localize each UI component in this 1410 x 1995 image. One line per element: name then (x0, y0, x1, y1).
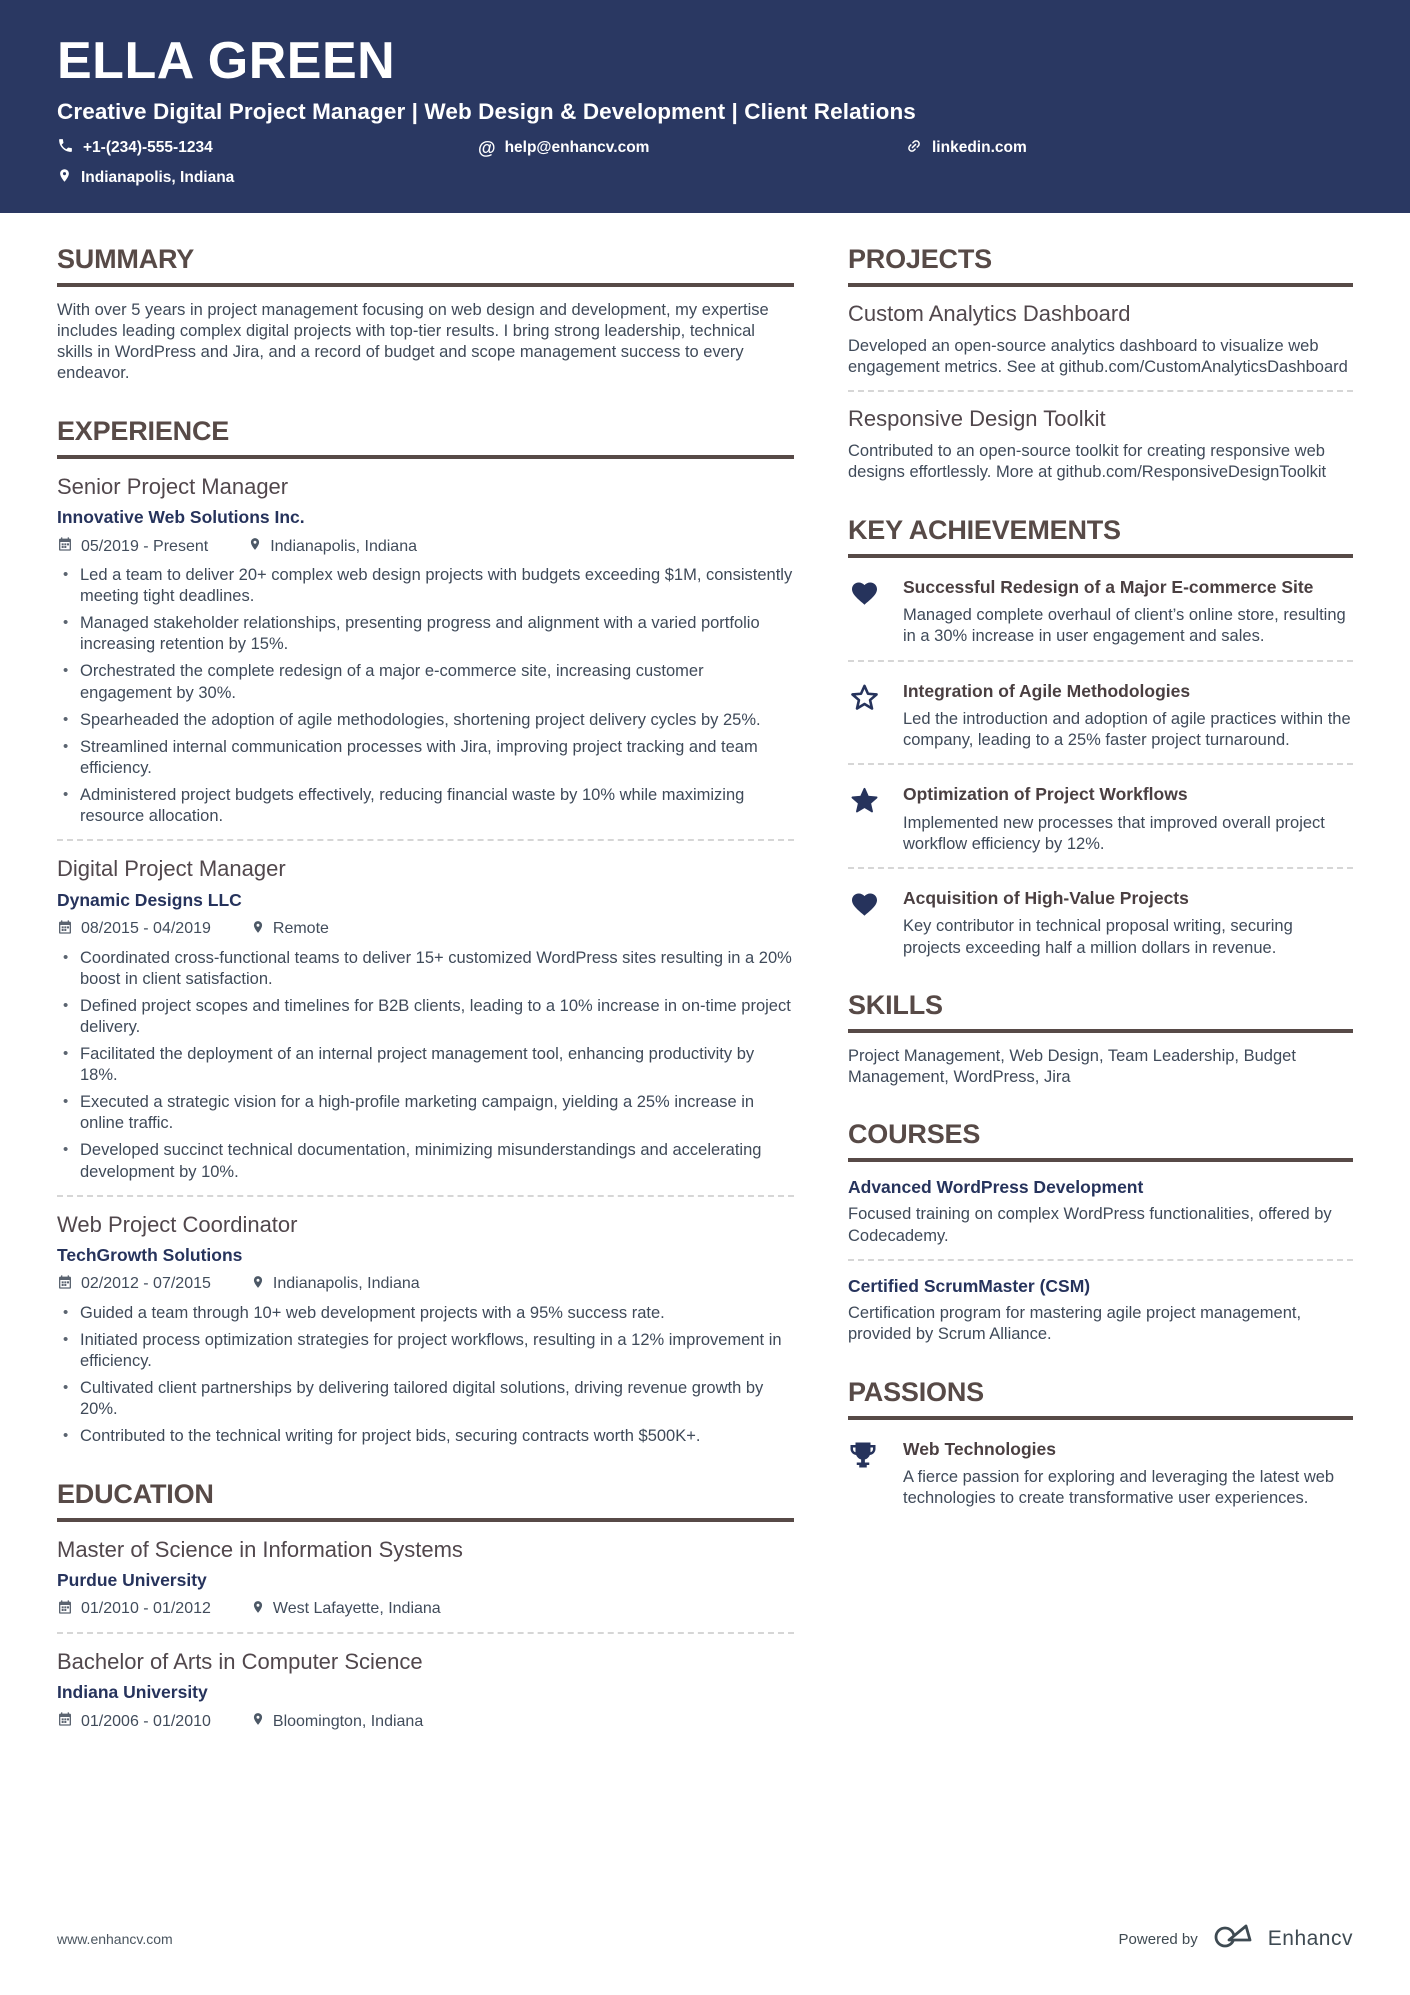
project-title: Responsive Design Toolkit (848, 406, 1106, 432)
job-location (248, 536, 417, 557)
job-title: Digital Project Manager (57, 856, 286, 882)
achievement-body (903, 680, 1353, 752)
summary-section (57, 244, 794, 385)
job-title: Web Project Coordinator (57, 1211, 298, 1237)
degree-location-text: West Lafayette, Indiana (272, 1600, 441, 1618)
job-meta (57, 1274, 794, 1295)
achievements-section (848, 515, 1353, 959)
entry-divider (848, 660, 1353, 662)
bullet-item: • Led a team to deliver 20+ complex web design projects with budgets exceeding $1M, consistently meeting tight deadlines. (57, 565, 794, 607)
achievements-heading: KEY ACHIEVEMENTS (848, 515, 1353, 558)
achievement-body (903, 887, 1353, 959)
degree-dates (57, 1599, 211, 1620)
experience-heading: EXPERIENCE (57, 416, 794, 459)
email-text: help@enhancv.com (504, 139, 650, 157)
course-desc: Focused training on complex WordPress functionalities, offered by Codecademy. (848, 1205, 1332, 1245)
job-dates-text: 02/2012 - 07/2015 (81, 1275, 211, 1293)
powered-by-label: Powered by (1118, 1930, 1198, 1948)
degree-meta (57, 1711, 794, 1732)
calendar-icon (57, 1711, 73, 1732)
achievement-body (903, 576, 1353, 648)
entry-divider (57, 839, 794, 841)
entry-divider (57, 1632, 794, 1634)
at-icon: @ (478, 138, 496, 159)
degree-location (251, 1711, 423, 1732)
bullet-item: • Cultivated client partnerships by delivering tailored digital solutions, driving revenue growth by 20%. (57, 1378, 794, 1420)
candidate-name: ELLA GREEN (57, 32, 396, 90)
school-name: Purdue University (57, 1569, 207, 1590)
bullet-item: • Managed stakeholder relationships, presenting progress and alignment with a varied portfolio increasing retention by 15%. (57, 613, 794, 655)
bullet-item: • Guided a team through 10+ web development projects with a 95% success rate. (57, 1303, 794, 1324)
bullet-item: • Facilitated the deployment of an internal project management tool, enhancing productivity by 18%. (57, 1044, 794, 1086)
linkedin-text: linkedin.com (932, 139, 1027, 157)
achievement-desc: Managed complete overhaul of client’s online store, resulting in a 30% increase in user engagement and sales. (903, 605, 1346, 646)
location-pin-icon (251, 919, 265, 940)
summary-text: With over 5 years in project management focusing on web design and development, my expertise includes leading complex digital projects with top-tier results. I bring strong leadership, technical skills in WordPress and Jira, and a record of budget and scope management success to every endeavor. (57, 300, 769, 383)
location-pin-icon (251, 1274, 265, 1295)
bullet-item: • Orchestrated the complete redesign of a major e-commerce site, increasing customer engagement by 30%. (57, 661, 794, 703)
trophy-icon (848, 1438, 884, 1510)
education-entry (57, 1649, 794, 1732)
heart-icon (848, 576, 884, 648)
skills-list: Project Management, Web Design, Team Leadership, Budget Management, WordPress, Jira (848, 1046, 1296, 1087)
job-location (251, 919, 329, 940)
courses-section (848, 1119, 1353, 1345)
job-location-text: Indianapolis, Indiana (270, 537, 417, 555)
entry-divider (848, 1259, 1353, 1261)
enhancv-logo-link[interactable] (1212, 1921, 1353, 1957)
passions-heading: PASSIONS (848, 1377, 1353, 1420)
bullet-item: • Executed a strategic vision for a high-profile marketing campaign, yielding a 25% increase in online traffic. (57, 1092, 794, 1134)
course-title: Advanced WordPress Development (848, 1177, 1144, 1198)
degree-dates (57, 1711, 211, 1732)
project-entry (848, 301, 1353, 393)
calendar-icon (57, 536, 73, 557)
passion-desc: A fierce passion for exploring and leveraging the latest web technologies to create transformative user experiences. (903, 1467, 1335, 1508)
achievement-desc: Key contributor in technical proposal writing, securing projects exceeding half a million dollars in revenue. (903, 917, 1293, 957)
heart-icon (848, 887, 884, 959)
job-meta (57, 919, 794, 940)
degree-dates-text: 01/2010 - 01/2012 (81, 1600, 211, 1618)
achievement-item (848, 887, 1353, 959)
linkedin-link[interactable] (905, 137, 1353, 160)
calendar-icon (57, 1274, 73, 1295)
achievement-title: Successful Redesign of a Major E-commerce Site (903, 576, 1314, 597)
enhancv-logo-icon (1212, 1921, 1258, 1957)
bullet-item: • Contributed to the technical writing for project bids, securing contracts worth $500K+. (57, 1426, 794, 1447)
job-bullets (57, 948, 794, 1183)
entry-divider (848, 867, 1353, 869)
summary-heading: SUMMARY (57, 244, 794, 287)
entry-divider (848, 390, 1353, 392)
location-pin-icon (251, 1711, 265, 1732)
job-location-text: Indianapolis, Indiana (272, 1275, 420, 1293)
achievement-title: Optimization of Project Workflows (903, 784, 1188, 805)
location-pin-icon (251, 1599, 265, 1620)
experience-entry (57, 1212, 794, 1448)
phone-link[interactable] (57, 137, 478, 160)
entry-divider (57, 1195, 794, 1197)
degree-title: Bachelor of Arts in Computer Science (57, 1648, 423, 1674)
experience-entry (57, 474, 794, 842)
degree-dates-text: 01/2006 - 01/2010 (81, 1712, 211, 1730)
job-dates-text: 08/2015 - 04/2019 (81, 920, 211, 938)
project-desc: Contributed to an open-source toolkit for creating responsive web designs effortlessly. More at github.com/ResponsiveDesignToolkit (848, 442, 1327, 482)
job-dates (57, 919, 211, 940)
job-dates (57, 536, 208, 557)
entry-divider (848, 763, 1353, 765)
job-company: Dynamic Designs LLC (57, 889, 242, 910)
job-title: Senior Project Manager (57, 473, 289, 499)
passions-section (848, 1377, 1353, 1510)
calendar-icon (57, 919, 73, 940)
star-icon (848, 783, 884, 855)
education-section (57, 1479, 794, 1733)
project-entry (848, 406, 1353, 484)
job-company: Innovative Web Solutions Inc. (57, 507, 305, 528)
job-bullets (57, 1303, 794, 1448)
phone-text: +1-(234)-555-1234 (83, 139, 213, 157)
bullet-item: • Streamlined internal communication processes with Jira, improving project tracking and team efficiency. (57, 737, 794, 779)
degree-title: Master of Science in Information Systems (57, 1536, 463, 1562)
achievement-desc: Led the introduction and adoption of agile practices within the company, leading to a 25% faster project turnaround. (903, 709, 1351, 749)
school-name: Indiana University (57, 1682, 208, 1703)
passion-title: Web Technologies (903, 1438, 1056, 1459)
job-bullets (57, 565, 794, 827)
course-entry (848, 1177, 1353, 1261)
experience-entry (57, 856, 794, 1196)
bullet-item: • Administered project budgets effectively, reducing financial waste by 10% while maximizing resource allocation. (57, 785, 794, 827)
course-title: Certified ScrumMaster (CSM) (848, 1275, 1091, 1296)
location-pin-icon (57, 167, 72, 189)
phone-icon (57, 137, 74, 159)
left-column (57, 213, 794, 1733)
candidate-headline: Creative Digital Project Manager | Web Design & Development | Client Relations (57, 98, 916, 124)
achievement-title: Integration of Agile Methodologies (903, 680, 1191, 701)
achievement-item (848, 680, 1353, 752)
achievement-title: Acquisition of High-Value Projects (903, 888, 1189, 909)
degree-meta (57, 1599, 794, 1620)
location-text: Indianapolis, Indiana (81, 168, 235, 186)
job-company: TechGrowth Solutions (57, 1244, 243, 1265)
footer-brand-area (1119, 1921, 1353, 1957)
job-dates (57, 1274, 211, 1295)
main-content (0, 213, 1410, 1733)
degree-location (251, 1599, 441, 1620)
skills-section (848, 990, 1353, 1089)
courses-heading: COURSES (848, 1119, 1353, 1162)
contact-bar (57, 137, 1353, 189)
education-heading: EDUCATION (57, 1479, 794, 1522)
project-desc: Developed an open-source analytics dashboard to visualize web engagement metrics. See at github.com/CustomAnalyticsDashboard (848, 336, 1348, 376)
projects-heading: PROJECTS (848, 244, 1353, 287)
location-pin-icon (248, 536, 262, 557)
enhancv-logo-text: Enhancv (1267, 1927, 1353, 1950)
degree-location-text: Bloomington, Indiana (272, 1712, 424, 1730)
passion-body (903, 1438, 1353, 1510)
bullet-item: • Coordinated cross-functional teams to deliver 15+ customized WordPress sites resulting in a 20% boost in client satisfaction. (57, 948, 794, 990)
job-meta (57, 536, 794, 557)
achievement-body (903, 783, 1353, 855)
right-column (848, 213, 1353, 1733)
course-desc: Certification program for mastering agile project management, provided by Scrum Alliance. (848, 1303, 1302, 1344)
course-entry (848, 1276, 1353, 1346)
job-dates-text: 05/2019 - Present (81, 537, 209, 555)
achievement-item (848, 576, 1353, 648)
skills-heading: SKILLS (848, 990, 1353, 1033)
bullet-item: • Developed succinct technical documentation, minimizing misunderstandings and accelerating development by 10%. (57, 1140, 794, 1182)
link-icon (905, 137, 923, 160)
education-entry (57, 1537, 794, 1634)
bullet-item: • Defined project scopes and timelines for B2B clients, leading to a 10% increase in on-time project delivery. (57, 996, 794, 1038)
experience-section (57, 416, 794, 1448)
header (0, 0, 1410, 213)
achievement-item (848, 783, 1353, 855)
job-location (251, 1274, 420, 1295)
job-location-text: Remote (272, 920, 329, 938)
footer-site-link[interactable]: www.enhancv.com (57, 1931, 173, 1947)
calendar-icon (57, 1599, 73, 1620)
passion-item (848, 1438, 1353, 1510)
email-link[interactable] (478, 137, 905, 160)
footer (0, 1921, 1410, 1995)
star-outline-icon (848, 680, 884, 752)
achievement-desc: Implemented new processes that improved overall project workflow efficiency by 12%. (903, 813, 1325, 853)
location-item (57, 167, 478, 189)
bullet-item: • Initiated process optimization strategies for project workflows, resulting in a 12% improvement in efficiency. (57, 1330, 794, 1372)
bullet-item: • Spearheaded the adoption of agile methodologies, shortening project delivery cycles by 25%. (57, 710, 794, 731)
project-title: Custom Analytics Dashboard (848, 300, 1131, 326)
projects-section (848, 244, 1353, 484)
